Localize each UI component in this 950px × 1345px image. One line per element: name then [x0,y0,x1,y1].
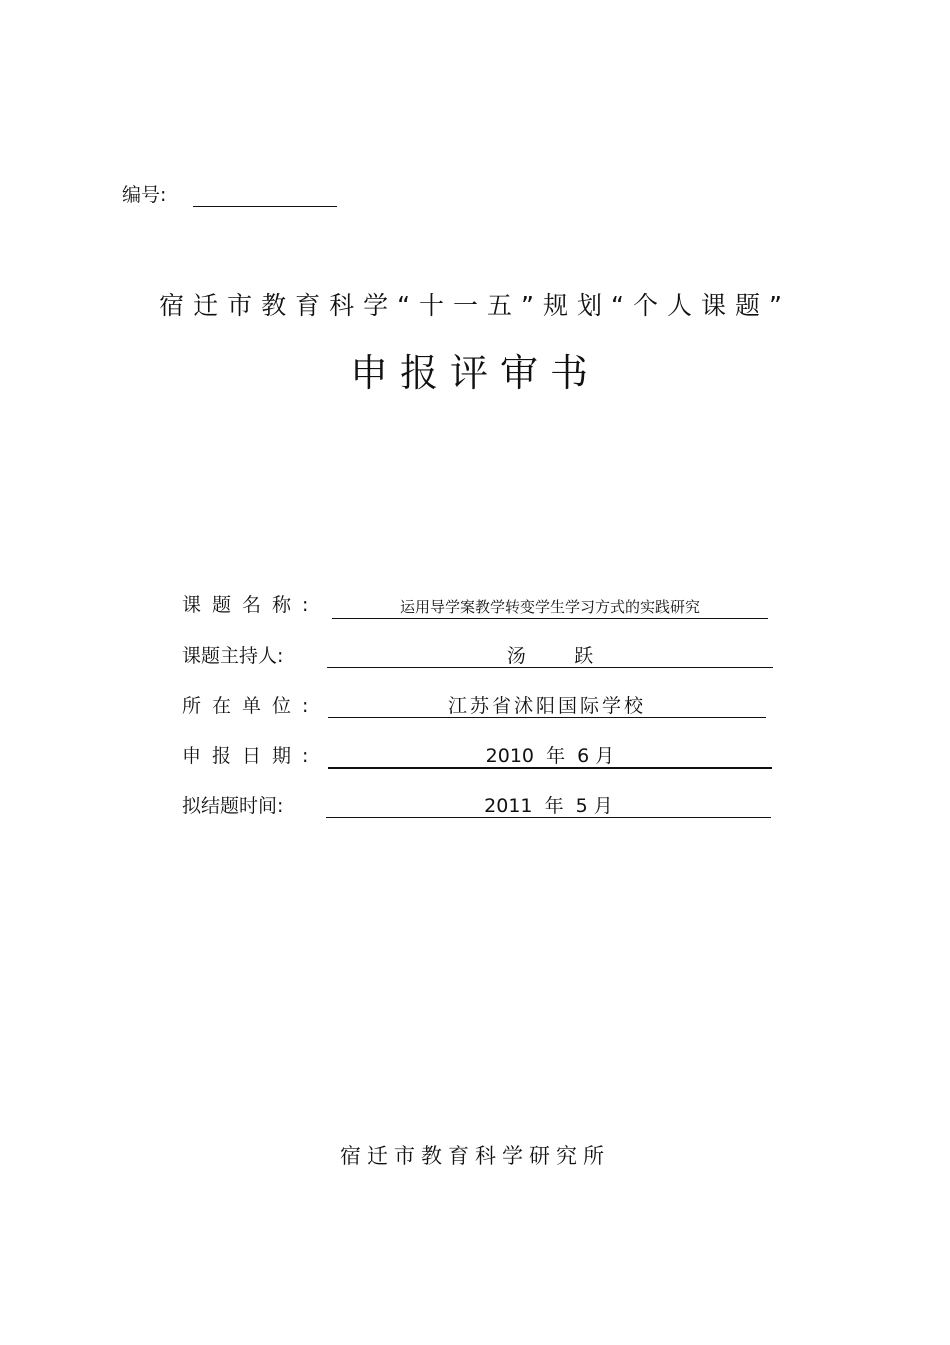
serial-blank-line [193,206,337,207]
topic-name-label: 课题名称: [182,594,320,616]
apply-date-underline [328,767,772,769]
host-underline [327,667,773,668]
document-subtitle: 申报评审书 [349,351,600,395]
end-date-underline [326,817,771,818]
unit-value: 江苏省沭阳国际学校 [447,695,646,717]
apply-date-value: 2010 年 6 月 [485,745,615,767]
host-label: 课题主持人: [182,645,284,667]
end-date-label: 拟结题时间: [182,795,284,817]
topic-name-underline [332,618,768,619]
unit-label: 所在单位: [182,695,320,717]
apply-date-label: 申报日期: [182,745,320,767]
unit-underline [328,717,766,718]
document-title: 宿迁市教育科学“十一五”规划“个人课题” [159,291,791,320]
host-value: 汤 跃 [506,645,594,667]
end-date-value: 2011 年 5 月 [484,795,613,817]
topic-name-value: 运用导学案教学转变学生学习方式的实践研究 [399,598,700,616]
issuing-organization: 宿迁市教育科学研究所 [340,1144,610,1168]
serial-label: 编号: [122,184,167,206]
